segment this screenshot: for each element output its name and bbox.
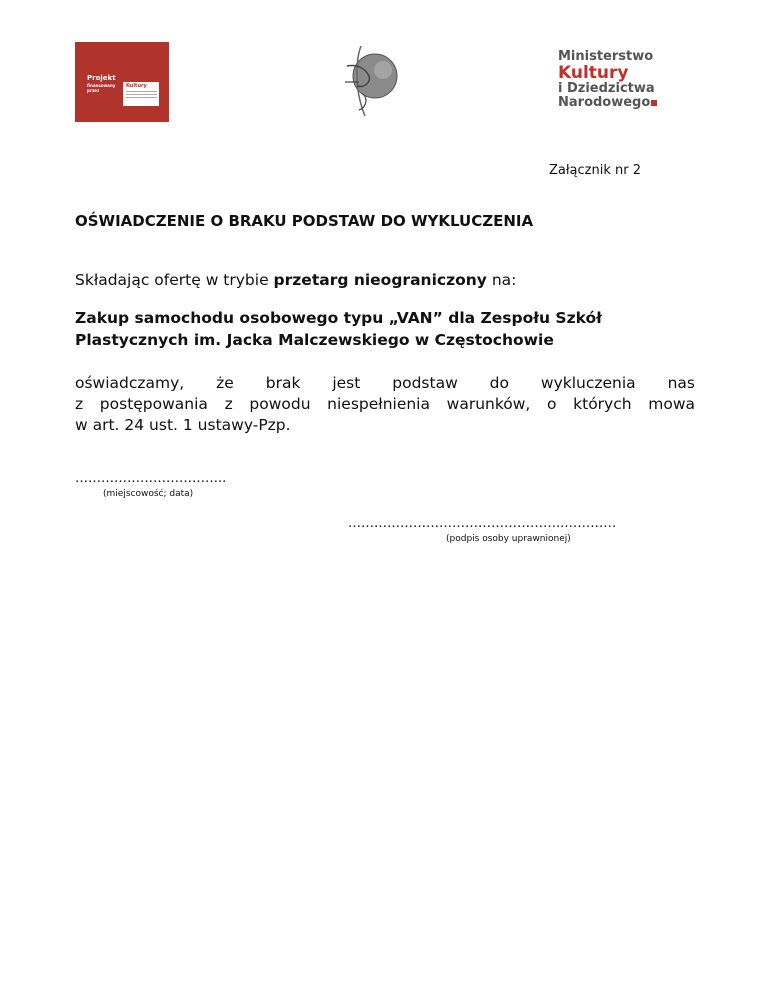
statement-line: oświadczamy, że brak jest podstaw do wykluczenia nas	[75, 374, 695, 392]
place-date-label: (miejscowość; data)	[103, 489, 194, 499]
statement-line: z postępowania z powodu niespełnienia warunków, o których mowa	[75, 395, 695, 413]
place-date-field: ……………………………..	[75, 471, 227, 486]
statement-line: w art. 24 ust. 1 ustawy-Pzp.	[75, 416, 291, 434]
procedure-type: przetarg nieograniczony	[273, 271, 487, 289]
ministry-line2: Kultury	[558, 63, 629, 83]
logo-left-subtitle: finansowany przez	[87, 83, 116, 93]
intro-sentence: Składając ofertę w trybie przetarg nieograniczony na:	[75, 271, 517, 289]
statement-paragraph	[75, 373, 695, 436]
ministry-logo	[558, 50, 688, 110]
project-funding-logo	[75, 42, 169, 122]
logo-left-inner-label: Kultury	[126, 83, 147, 89]
contract-subject: Zakup samochodu osobowego typu „VAN” dla Zespołu Szkół Plastycznych im. Jacka Malczewskiego w Częstochowie	[75, 309, 602, 349]
school-emblem-icon	[335, 42, 415, 120]
logo-left-title: Projekt	[87, 74, 116, 82]
annex-number: Załącznik nr 2	[548, 163, 641, 178]
logo-left-inner-box	[123, 82, 159, 106]
signature-field: …………………………………………..…………	[348, 516, 617, 531]
ministry-line4: Narodowego	[558, 96, 688, 110]
red-square-icon	[651, 100, 657, 106]
ministry-line1: Ministerstwo	[558, 49, 654, 64]
signature-label: (podpis osoby uprawnionej)	[446, 534, 571, 544]
document-heading: OŚWIADCZENIE O BRAKU PODSTAW DO WYKLUCZENIA	[75, 212, 534, 230]
ministry-line3: i Dziedzictwa	[558, 81, 655, 96]
